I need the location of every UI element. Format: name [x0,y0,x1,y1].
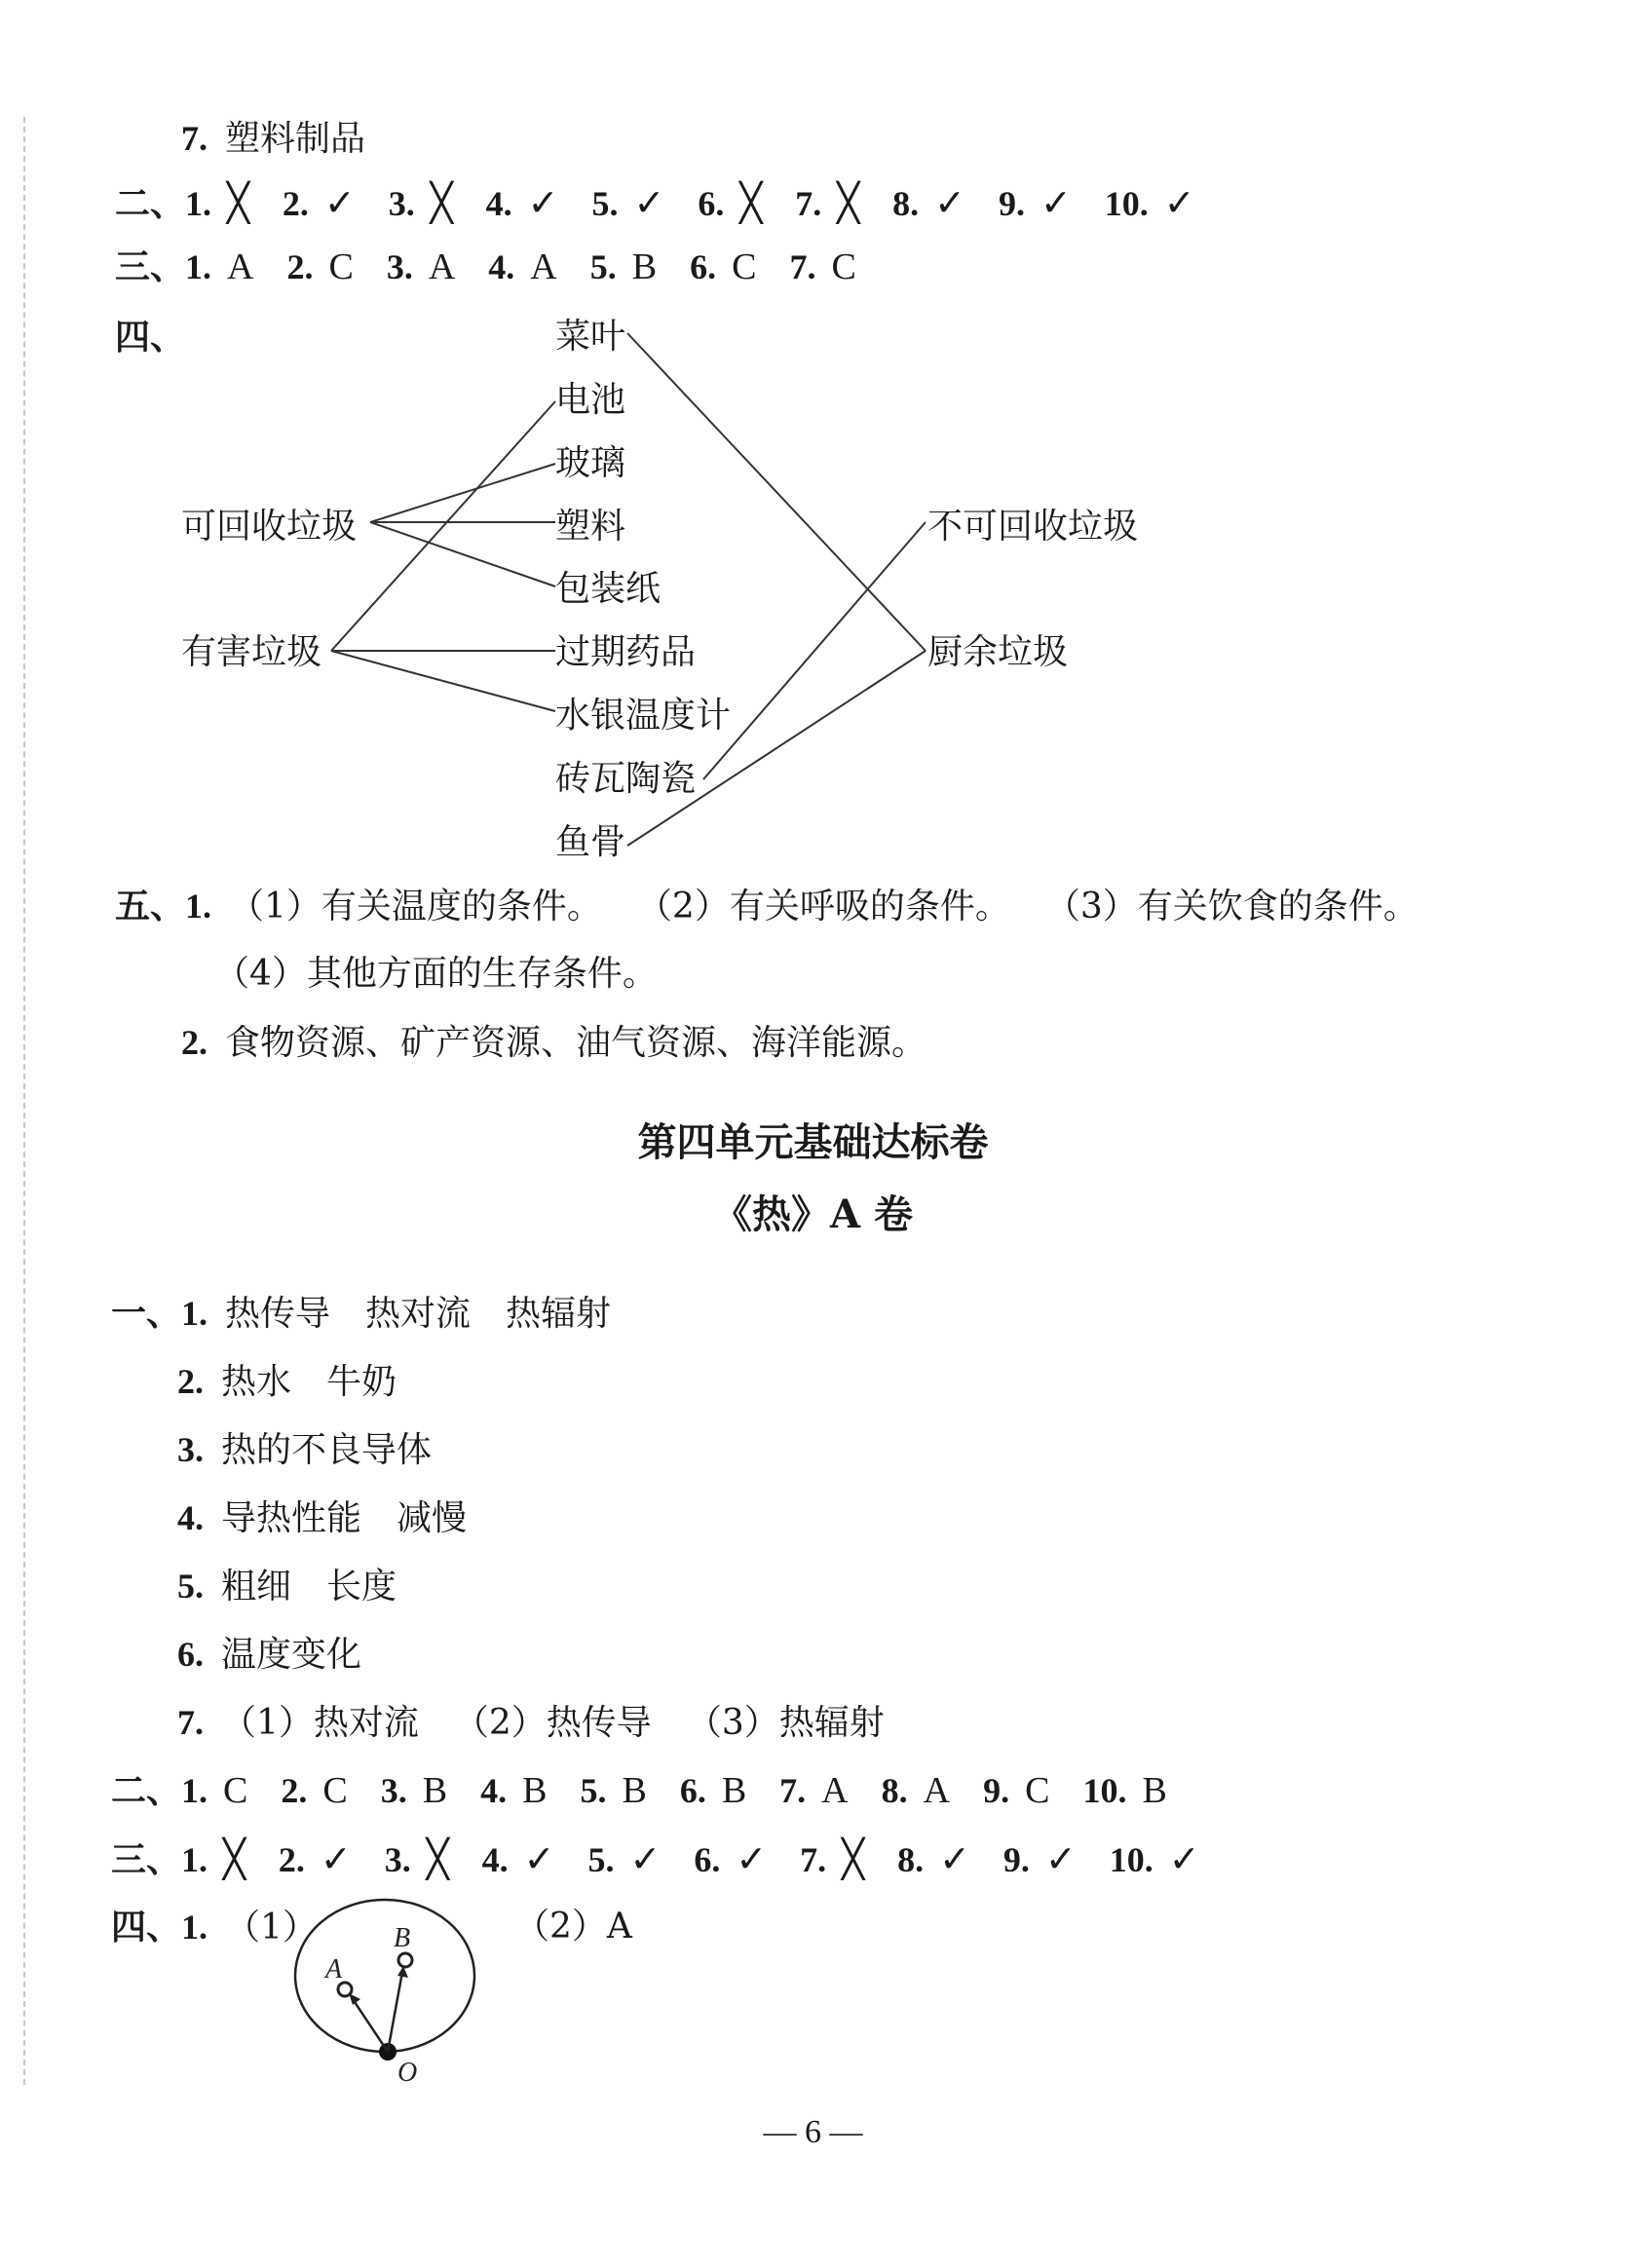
question-number: 2. [282,184,309,223]
diagram-label-a: A [325,1954,343,1984]
question-number: 10. [1082,1771,1127,1810]
fill-answer: 热的不良导体 [221,1430,433,1470]
answer-mark: ✓ [1163,181,1195,224]
match-item-mercury-thermometer: 水银温度计 [555,696,732,736]
fill-answer: 热水 [221,1362,292,1402]
answer-letter: B [631,246,658,287]
question-number: 8. [881,1771,908,1810]
answer-part-b-four-part2: （2）A [514,1907,632,1947]
answer-item [680,1769,746,1813]
answer-item [281,1769,347,1813]
unit-subtitle: 《热》A 卷 [713,1191,913,1237]
answer-letter: C [831,246,856,287]
answer-letter: C [223,1770,248,1811]
question-number: 4. [488,247,515,286]
answer-item [482,1837,555,1882]
fill-answer: 温度变化 [221,1635,362,1675]
answer-letter: B [422,1770,448,1811]
answer-letter: C [322,1770,348,1811]
answer-item [587,1837,661,1882]
fill-answer: 长度 [326,1567,397,1606]
fill-answer: 牛奶 [326,1362,397,1402]
question-number: 1. [181,1840,208,1879]
answer-mark: ✓ [633,181,665,224]
question-number: 6. [690,247,717,286]
fill-answer: 减慢 [397,1498,468,1538]
question-number: 1. [185,247,212,286]
question-number: 10. [1109,1840,1153,1879]
question-number: 8. [897,1840,925,1879]
answer-line-part-b-truefalse: 三、1. ╳ 2. ✓ 3. ╳ 4. ✓ 5. ✓ 6. ✓ 7. ╳ 8. ✓ 9. ✓ 10. ✓ [111,1837,1200,1880]
question-number: 7. [795,184,822,223]
question-number: 3. [386,247,413,286]
answer-line-part-b-four: 四、1. （1） [111,1907,318,1947]
match-item-battery: 电池 [555,380,626,420]
answer-letter: B [522,1770,548,1811]
answer-item [279,1837,352,1882]
question-number: 3. [177,1430,204,1469]
answer-mark: ✓ [523,1837,555,1880]
fill-answer: （3）热辐射 [686,1703,885,1743]
question-number: 7. [789,247,816,286]
question-number: 5. [177,1567,204,1606]
question-number: 9. [998,184,1025,223]
match-right-non-recyclable: 不可回收垃圾 [927,507,1139,547]
answer-mark: ✓ [934,181,965,224]
matching-lines [0,0,1626,877]
unit-title: 第四单元基础达标卷 [637,1119,989,1165]
answer-letter: B [721,1770,747,1811]
question-number: 6. [679,1771,706,1810]
answer-item [882,1769,950,1813]
answer-line-part-a-choice: 三、1. A 2. C 3. A 4. A 5. B 6. C 7. C [115,246,856,287]
fill-answer: 热辐射 [506,1294,612,1334]
answer-mark: ╳ [223,1837,246,1880]
question-number: 7. [779,1771,807,1810]
question-number: 4. [485,184,512,223]
answer-letter: C [1025,1770,1050,1811]
answer-line-part-a-five-q1-part4: （4）其他方面的生存条件。 [214,954,658,994]
diagram-label-o: O [397,2058,418,2085]
answer-letter: A [227,246,254,287]
answer-item [779,1769,848,1813]
answer-mark: ✓ [939,1837,970,1880]
answer-line-part-a-five-q1: 五、1. （1）有关温度的条件。 （2）有关呼吸的条件。 （3）有关饮食的条件。 [115,886,1418,926]
answer-item [385,1837,449,1882]
answer-item [800,1837,864,1882]
answer-mark: ╳ [227,181,249,224]
match-item-bricks-ceramics: 砖瓦陶瓷 [555,759,697,799]
answer-mark: ✓ [1040,181,1072,224]
answer-line-part-b-fill-2 [177,1360,397,1404]
fill-answer: （2）热传导 [453,1703,652,1743]
question-number: 2. [177,1362,204,1401]
answer-item [983,1769,1049,1813]
answer-letter: A [428,246,456,287]
answer-item [181,1769,247,1813]
question-number: 5. [591,184,619,223]
answer-item [480,1769,547,1813]
answer-item [1003,1837,1077,1882]
question-number: 1. [181,1294,208,1333]
question-number: 2. [286,247,314,286]
fill-answer: （1）热对流 [221,1703,419,1743]
answer-item [181,1837,246,1882]
match-item-glass: 玻璃 [555,443,626,483]
diagram-label-b: B [394,1923,411,1953]
question-number: 5. [587,1840,615,1879]
answer-line-part-b-choice: 二、1. C 2. C 3. B 4. B 5. B 6. B 7. A 8. A 9. C 10. B [111,1770,1167,1811]
question-number: 6. [694,1840,721,1879]
question-number: 3. [388,184,415,223]
answer-mark: ✓ [1044,1837,1077,1880]
answer-line-part-a-item7: 7. 塑料制品 [181,119,366,159]
fill-answer: 热传导 [225,1294,331,1334]
answer-letter: B [622,1770,647,1811]
answer-line-part-b-fill-3 [177,1428,432,1472]
answer-item [897,1837,970,1882]
fill-answer: 热对流 [365,1294,472,1334]
question-number: 1. [185,184,212,223]
answer-letter: B [1142,1770,1167,1811]
answer-mark: ╳ [430,181,453,224]
answer-line-part-a-truefalse: 二、1. ╳ 2. ✓ 3. ╳ 4. ✓ 5. ✓ 6. ╳ 7. ╳ 8. ✓ 9. ✓ 10. ✓ [115,181,1195,224]
fill-answer: 导热性能 [221,1498,362,1538]
answer-letter: C [328,246,354,287]
answer-line-part-b-fill-5 [177,1565,397,1608]
question-number: 2. [281,1771,308,1810]
answer-letter: A [821,1770,849,1811]
match-left-hazardous: 有害垃圾 [181,632,322,672]
answer-letter: A [530,246,557,287]
answer-line-part-b-fill-7 [177,1701,885,1745]
answer-mark: ╳ [837,181,860,224]
match-item-packaging-paper: 包装纸 [555,569,662,609]
answer-mark: ✓ [527,181,559,224]
question-number: 3. [384,1840,411,1879]
question-number: 4. [480,1771,508,1810]
answer-mark: ✓ [323,181,356,224]
heat-conduction-diagram [283,1890,497,2085]
answer-item [1082,1769,1166,1813]
answer-item [694,1837,767,1882]
question-number: 5. [589,247,617,286]
match-item-expired-medicine: 过期药品 [555,632,697,672]
answer-item [580,1769,646,1813]
answer-item [1110,1837,1200,1882]
answer-line-part-a-five-q2: 2. 食物资源、矿产资源、油气资源、海洋能源。 [181,1023,927,1063]
match-item-plastic: 塑料 [555,507,626,547]
question-number: 7. [800,1840,827,1879]
answer-mark: ╳ [426,1837,449,1880]
match-item-vegetable-leaves: 菜叶 [555,317,626,357]
question-number: 3. [380,1771,407,1810]
question-number: 5. [580,1771,607,1810]
answer-line-part-b-fill-1: 一、1. 热传导 热对流 热辐射 [111,1293,612,1334]
question-number: 4. [481,1840,509,1879]
answer-mark: ✓ [1168,1837,1200,1880]
question-number: 9. [983,1771,1010,1810]
answer-mark: ✓ [320,1837,352,1880]
question-number: 7. [177,1703,204,1742]
answer-line-part-b-fill-6 [177,1633,361,1677]
answer-mark: ✓ [629,1837,662,1880]
answer-item [381,1769,447,1813]
question-number: 9. [1002,1840,1030,1879]
fill-answer: 粗细 [221,1567,292,1606]
answer-line-part-b-fill-4 [177,1496,467,1540]
answer-letter: C [732,246,757,287]
question-number: 2. [278,1840,305,1879]
match-right-kitchen-waste: 厨余垃圾 [927,632,1069,672]
answer-mark: ╳ [842,1837,865,1880]
answer-mark: ✓ [736,1837,768,1880]
question-number: 1. [181,1771,208,1810]
answer-letter: A [923,1770,951,1811]
page-number: — 6 — [763,2114,863,2150]
question-number: 10. [1104,184,1149,223]
match-item-fish-bones: 鱼骨 [555,822,626,862]
question-number: 8. [892,184,920,223]
matching-section-label: 四、 [115,317,186,358]
question-number: 4. [177,1498,204,1537]
answer-mark: ╳ [739,181,763,224]
match-left-recyclable: 可回收垃圾 [181,507,358,547]
question-number: 6. [177,1635,204,1674]
question-number: 6. [698,184,725,223]
